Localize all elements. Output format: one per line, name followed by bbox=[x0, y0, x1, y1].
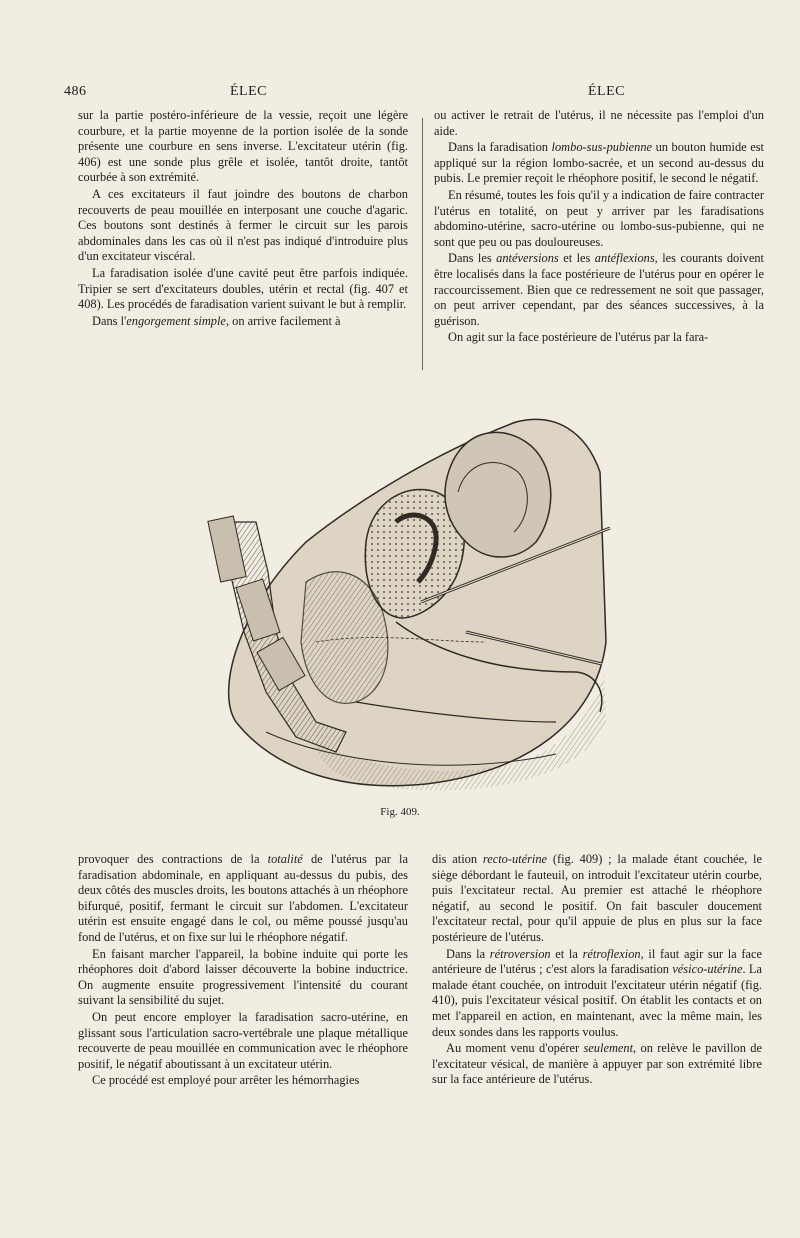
paragraph bbox=[434, 188, 764, 250]
paragraph bbox=[78, 1073, 408, 1089]
text-run: provoquer des contractions de la bbox=[78, 852, 268, 866]
text-run: (fig. 409) ; la malade étant couchée, le siège débordant le fauteuil, on introduit l'excitateur utérin courbe, puis l'excitateur rectal. Au premier est attaché le rhéophore négatif, au second le positif. On fait basculer doucement l'excitateur rectal, pour qu'il appuie de plus en plus sur la face postérieure de l'utérus. bbox=[432, 852, 762, 944]
text-run: En résumé, toutes les fois qu'il y a indication de faire contracter l'utérus en totalité, on peut y arriver par les faradisations abdomino-utérine, sacro-utérine ou lombo-sus-pubienne, qui ne sont que peu ou pas douloureuses. bbox=[434, 187, 764, 249]
paragraph bbox=[78, 314, 408, 330]
paragraph bbox=[432, 947, 762, 1041]
text-run: On agit sur la face postérieure de l'utérus par la fara- bbox=[448, 330, 709, 345]
text-run: Ce procédé est employé pour arrêter les hémorrhagies bbox=[92, 1073, 360, 1088]
italic-term: rétroflexion bbox=[582, 946, 641, 961]
paragraph bbox=[432, 852, 762, 946]
italic-term: vésico-utérine bbox=[672, 962, 743, 977]
text-run: et les bbox=[558, 251, 595, 266]
text-run: ou activer le retrait de l'utérus, il ne nécessite pas l'emploi d'un aide. bbox=[434, 108, 764, 138]
paragraph bbox=[432, 1041, 762, 1088]
paragraph bbox=[434, 108, 764, 139]
text-run: Dans l' bbox=[92, 313, 127, 328]
text-run: un bouton humide est appliqué sur la région lombo-sacrée, et un second au-dessus du pubis. Le premier reçoit le rhéophore positif, le second le négatif. bbox=[434, 140, 764, 186]
italic-term: lombo-sus-pubienne bbox=[551, 140, 653, 155]
text-run: , les courants doivent être localisés dans la face postérieure de l'utérus pour en opérer le raccourcissement. Bien que ce redressement ne soit que passager, on peut arriver cependant, par des séances successives, à la guérison. bbox=[434, 251, 764, 328]
paragraph bbox=[78, 947, 408, 1009]
paragraph bbox=[78, 108, 408, 186]
text-run: , il faut agir sur la face antérieure de l'utérus ; c'est alors la faradisation bbox=[432, 946, 762, 977]
italic-term: engorgement simple bbox=[126, 313, 226, 328]
text-run: On peut encore employer la faradisation sacro-utérine, en glissant sous l'articulation sacro-vertébrale une plaque métallique recouverte de peau mouillée en communication avec le rhéophore positif, le négatif aboutissant à un excitateur utérin. bbox=[78, 1009, 408, 1071]
text-run: et la bbox=[550, 946, 583, 961]
anatomical-illustration bbox=[196, 392, 616, 802]
column-rule bbox=[422, 118, 423, 370]
right-running-head: ÉLEC bbox=[588, 84, 625, 99]
text-run: Au moment venu d'opérer bbox=[446, 1041, 584, 1056]
text-run: , on arrive facilement à bbox=[225, 313, 341, 328]
left-running-head: ÉLEC bbox=[230, 84, 267, 99]
italic-term: rétroversion bbox=[489, 946, 551, 961]
italic-term: antéflexions bbox=[594, 251, 655, 266]
text-run: Dans les bbox=[448, 251, 497, 266]
bottom-right-column bbox=[432, 852, 762, 1089]
top-left-column bbox=[78, 108, 408, 330]
paragraph bbox=[78, 187, 408, 265]
italic-term: seulement bbox=[583, 1041, 634, 1056]
text-run: . La malade étant couchée, on introduit l'excitateur utérin négatif (fig. 410), puis l'excitateur vésical positif. On établit les contacts et on met l'appareil en action, en maintenant, avec la même main, les deux sondes dans les rapports voulus. bbox=[432, 962, 762, 1039]
figure-caption: Fig. 409. bbox=[380, 806, 420, 818]
paragraph bbox=[434, 140, 764, 187]
text-run: , on relève le pavillon de l'excitateur vésical, de manière à appuyer par son extrémité libre sur la face antérieure de l'utérus. bbox=[432, 1041, 762, 1087]
italic-term: recto-utérine bbox=[482, 852, 548, 866]
text-run: sur la partie postéro-inférieure de la vessie, reçoit une légère courbure, et la partie moyenne de la portion isolée de la sonde présente une courbure en sens inverse. L'excitateur utérin (fig. 406) est une sonde plus grêle et isolée, tantôt droite, tantôt courbée à son extrémité. bbox=[78, 108, 408, 185]
text-run: dis ation bbox=[432, 852, 483, 866]
bottom-left-column bbox=[78, 852, 408, 1090]
text-run: A ces excitateurs il faut joindre des boutons de charbon recouverts de peau mouillée en interposant une couche d'agaric. Ces boutons sont destinés à fermer le circuit sur les parois abdominales dans les cas où il n'est pas indiqué d'introduire plus d'un excitateur viscéral. bbox=[78, 186, 408, 264]
text-run: de l'utérus par la faradisation abdominale, en appliquant au-dessus du pubis, des deux côtés des muscles droits, les boutons attachés à un rhéophore bifurqué, positif, fermant le circuit sur l'abdomen. L'excitateur utérin est ensuite engagé dans le col, ou même poussé jusqu'au fond de l'utérus, et on fixe sur lui le rhéophore négatif. bbox=[78, 852, 408, 944]
page-number: 486 bbox=[64, 84, 87, 99]
text-run: En faisant marcher l'appareil, la bobine induite qui porte les rhéophores doit d'abord laisser découverte la bobine inductrice. On augmente ensuite progressivement l'intensité du courant suivant la sensibilité du sujet. bbox=[78, 946, 408, 1008]
paragraph bbox=[78, 266, 408, 313]
text-run: La faradisation isolée d'une cavité peut être parfois indiquée. Tripier se sert d'excitateurs doubles, utérin et rectal (fig. 407 et 408). Les procédés de faradisation varient suivant le but à remplir. bbox=[78, 265, 408, 312]
italic-term: antéversions bbox=[496, 251, 559, 266]
paragraph bbox=[434, 251, 764, 329]
paragraph bbox=[434, 330, 764, 346]
text-run: Dans la faradisation bbox=[448, 140, 552, 155]
text-run: Dans la bbox=[446, 946, 490, 961]
paragraph bbox=[78, 1010, 408, 1072]
italic-term: totalité bbox=[267, 852, 303, 866]
paragraph bbox=[78, 852, 408, 946]
top-right-column bbox=[434, 108, 764, 347]
